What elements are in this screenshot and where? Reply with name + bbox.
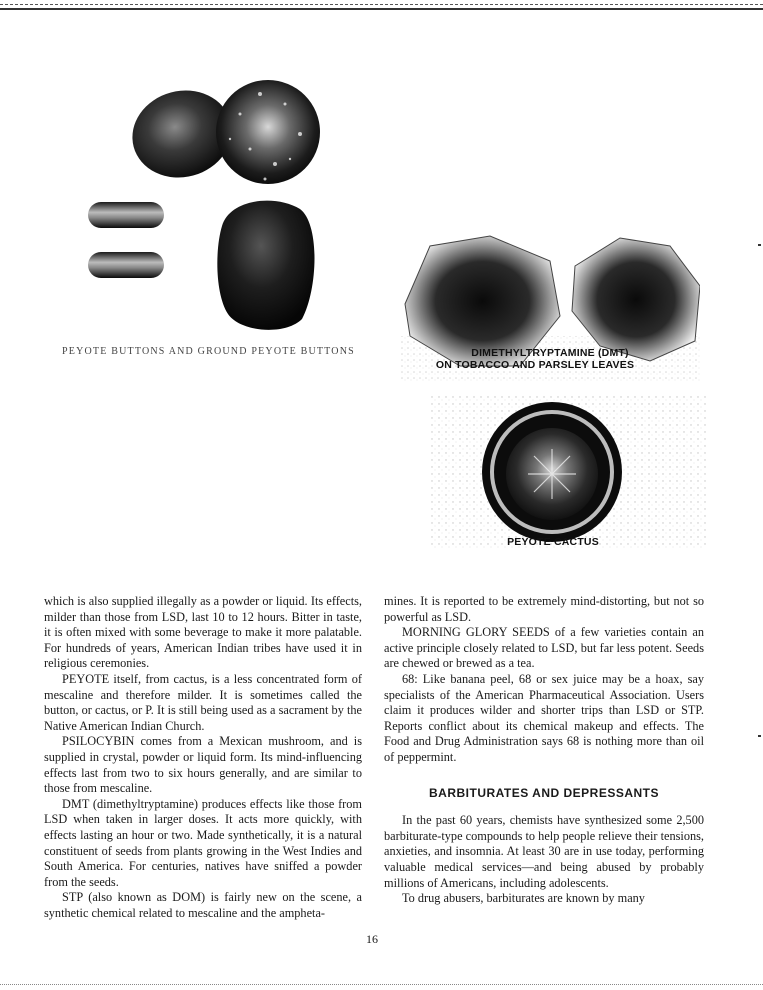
paragraph-barbiturates: In the past 60 years, chemists have synthesized some 2,500 barbiturate-type compounds to help people relieve their tensions, anxieties, and insomnia. At least 30 are in use today, performing valuable medical services—and being abused by probably millions of Americans, including adolescents. [384, 813, 704, 890]
dmt-caption-line1: DIMETHYLTRYPTAMINE (DMT) [471, 347, 629, 359]
peyote-cactus-caption: PEYOTE CACTUS [507, 536, 599, 548]
top-border [0, 4, 763, 5]
margin-mark [758, 244, 761, 246]
dmt-caption-line2: ON TOBACCO AND PARSLEY LEAVES [435, 359, 635, 371]
right-column [384, 594, 704, 907]
peyote-cactus-photo [430, 394, 706, 550]
peyote-buttons-caption: PEYOTE BUTTONS AND GROUND PEYOTE BUTTONS [62, 346, 355, 357]
paragraph-psilocybin: PSILOCYBIN comes from a Mexican mushroom, and is supplied in crystal, powder or liquid form. Its mind-influencing effects last from two to six hours generally, and are similar to those from mescaline. [44, 734, 362, 796]
paragraph-stp: STP (also known as DOM) is fairly new on the scene, a synthetic chemical related to mescaline and the ampheta- [44, 890, 362, 920]
paragraph-68: 68: Like banana peel, 68 or sex juice may be a hoax, say specialists of the American Pharmaceutical Association. Users claim it produces wilder and shorter trips than LSD or STP. Reports conflict about its chemical makeup and effects. The Food and Drug Administration says 68 is nothing more than oil of peppermint. [384, 671, 704, 764]
paragraph-mescaline-cont: which is also supplied illegally as a powder or liquid. Its effects, milder than those from LSD, last 10 to 12 hours. Bitter in taste, it is often mixed with some beverage to make it more palatable. For hundreds of years, American Indian tribes have used it in religious ceremonies. [44, 594, 362, 671]
section-heading-barbiturates: BARBITURATES AND DEPRESSANTS [428, 785, 659, 800]
bottom-border [0, 984, 763, 985]
page-number: 16 [366, 932, 378, 946]
left-column [44, 594, 362, 921]
peyote-buttons-photo [70, 74, 360, 336]
paragraph-drug-abusers: To drug abusers, barbiturates are known by many [402, 891, 645, 906]
top-border-thick [0, 8, 763, 10]
paragraph-stp-cont: mines. It is reported to be extremely mind-distorting, but not so powerful as LSD. [384, 594, 704, 624]
paragraph-dmt: DMT (dimethyltryptamine) produces effects like those from LSD when taken in larger doses. It acts more quickly, with effects lasting an hour or two. Made synthetically, it is a natural constituent of seeds from plants growing in the West Indies and South America. For centuries, natives have sniffed a powder from the seeds. [44, 796, 362, 889]
margin-mark [758, 735, 761, 737]
paragraph-morning-glory: MORNING GLORY SEEDS of a few varieties contain an active principle closely related to LSD, but far less potent. Seeds are chewed or brewed as a tea. [384, 625, 704, 671]
paragraph-peyote: PEYOTE itself, from cactus, is a less concentrated form of mescaline and therefore milder. It is sometimes called the button, or cactus, or P. It is still being used as a sacrament by the Native American Indian Church. [44, 671, 362, 733]
dmt-caption [410, 347, 660, 371]
